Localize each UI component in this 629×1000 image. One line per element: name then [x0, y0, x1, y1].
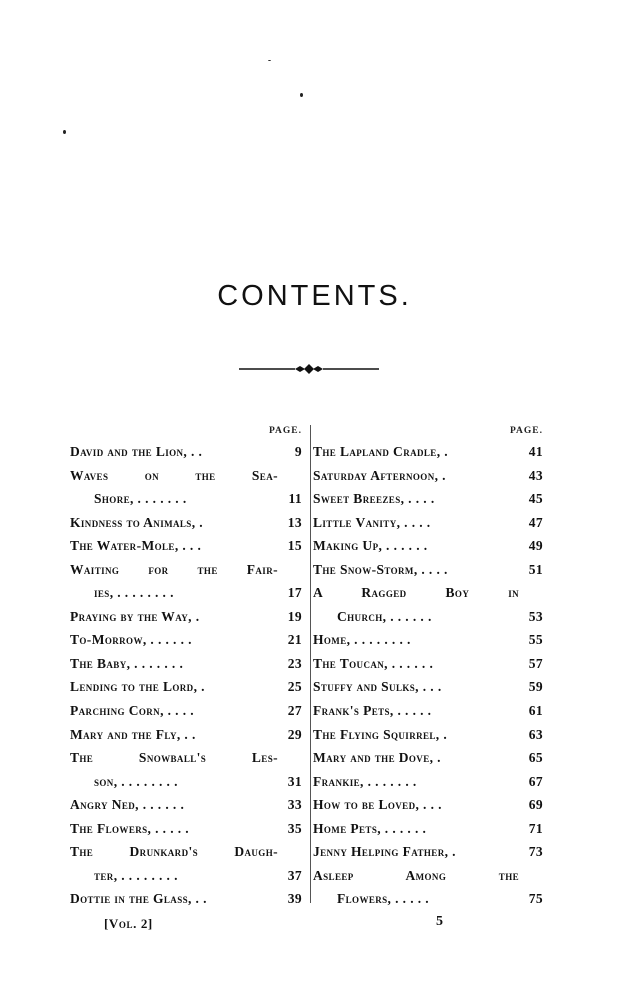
contents-entry [70, 440, 302, 464]
contents-entry [70, 464, 302, 488]
entry-page-number: 35 [287, 820, 302, 836]
entry-page-number: 23 [287, 655, 302, 671]
entry-page-number: 63 [528, 726, 543, 742]
contents-entry [70, 864, 302, 888]
entry-title: David and the Lion, . . [70, 444, 203, 459]
entry-page-number: 33 [287, 797, 302, 813]
contents-entry [70, 581, 302, 605]
contents-entry [313, 770, 543, 794]
entry-title: Asleep Among the [313, 867, 519, 883]
contents-entry [313, 511, 543, 535]
entry-title: ter, . . . . . . . . [94, 867, 178, 883]
contents-entry [313, 558, 543, 582]
ink-speck [63, 130, 66, 134]
entry-page-number [519, 864, 543, 888]
entry-title: Sweet Breezes, . . . . [313, 491, 435, 507]
contents-entry [313, 605, 543, 629]
entry-page-number: 13 [287, 514, 302, 530]
entry-title: Parching Corn, . . . . [70, 703, 195, 719]
entry-title: Frankie, . . . . . . . [313, 773, 417, 789]
entry-page-number [519, 581, 543, 605]
contents-entry [70, 746, 302, 770]
entry-page-number: 29 [287, 726, 302, 742]
column-divider [310, 425, 311, 903]
entry-title: The Toucan, . . . . . . [313, 655, 434, 671]
contents-entry [70, 534, 302, 558]
entry-title: The Water-Mole, . . . [70, 538, 202, 554]
entry-page-number: 9 [294, 444, 302, 459]
contents-entry [70, 793, 302, 817]
entry-title: Waiting for the Fair- [70, 561, 278, 577]
entry-page-number: 11 [288, 491, 302, 507]
contents-entry [313, 628, 543, 652]
entry-title: Making Up, . . . . . . [313, 538, 428, 554]
entry-page-number: 19 [287, 608, 302, 624]
entry-title: Kindness to Animals, . [70, 514, 204, 530]
entry-title: Shore, . . . . . . . [94, 491, 187, 507]
contents-entry [313, 675, 543, 699]
entry-page-number: 71 [528, 820, 543, 836]
entry-page-number: 45 [528, 491, 543, 507]
entry-page-number: 15 [287, 538, 302, 554]
entry-page-number: 43 [528, 467, 543, 483]
entry-title: Mary and the Dove, . [313, 750, 441, 766]
entry-title: Saturday Afternoon, . [313, 467, 446, 483]
entry-title: Frank's Pets, . . . . . [313, 703, 432, 719]
entry-page-number [278, 746, 302, 770]
entry-title: Jenny Helping Father, . [313, 844, 456, 860]
entry-title: The Flying Squirrel, . [313, 726, 448, 742]
contents-entry [70, 511, 302, 535]
entry-title: Dottie in the Glass, . . [70, 891, 207, 907]
entry-title: The Baby, . . . . . . . [70, 655, 184, 671]
contents-entry [313, 534, 543, 558]
contents-entry [313, 817, 543, 841]
volume-signature: [Vol. 2] [104, 916, 153, 931]
contents-entry [313, 723, 543, 747]
entry-title: Lending to the Lord, . [70, 679, 205, 695]
contents-entry [313, 652, 543, 676]
entry-page-number: 61 [528, 703, 543, 719]
contents-column-right [313, 426, 543, 911]
contents-entry [313, 887, 543, 911]
contents-entry [70, 628, 302, 652]
entry-page-number: 51 [528, 561, 543, 577]
entry-page-number: 27 [287, 703, 302, 719]
entry-page-number: 31 [287, 773, 302, 789]
contents-entry [313, 464, 543, 488]
entry-title: Stuffy and Sulks, . . . [313, 679, 442, 695]
entry-page-number: 65 [528, 750, 543, 766]
entry-page-number: 49 [528, 538, 543, 554]
entry-page-number: 69 [528, 797, 543, 813]
entry-title: Church, . . . . . . [337, 608, 432, 624]
entry-title: Home Pets, . . . . . . [313, 820, 427, 836]
entry-page-number: 39 [287, 891, 302, 907]
contents-entry [70, 675, 302, 699]
entry-title: Home, . . . . . . . . [313, 632, 411, 648]
entry-page-number: 53 [528, 608, 543, 624]
entry-page-number: 41 [528, 444, 543, 459]
contents-entry [313, 581, 543, 605]
entry-title: The Drunkard's Daugh- [70, 844, 278, 860]
entry-page-number: 59 [528, 679, 543, 695]
entry-title: Little Vanity, . . . . [313, 514, 431, 530]
entry-page-number: 47 [528, 514, 543, 530]
contents-entry [70, 652, 302, 676]
entry-page-number: 21 [287, 632, 302, 648]
entry-title: The Flowers, . . . . . [70, 820, 190, 836]
ink-speck [300, 93, 303, 97]
page-title: CONTENTS. [217, 280, 412, 312]
entry-title: ies, . . . . . . . . [94, 585, 174, 601]
entry-page-number: 17 [287, 585, 302, 601]
contents-entry [70, 887, 302, 911]
contents-entry [70, 558, 302, 582]
entry-title: Waves on the Sea- [70, 467, 278, 483]
contents-entry [70, 817, 302, 841]
contents-entry [313, 840, 543, 864]
contents-entry [313, 440, 543, 464]
entry-title: The Lapland Cradle, . [313, 444, 449, 459]
entry-page-number: 55 [528, 632, 543, 648]
contents-entry [313, 699, 543, 723]
contents-entry [70, 723, 302, 747]
entry-page-number: 57 [528, 655, 543, 671]
contents-entry [70, 487, 302, 511]
page-column-header: PAGE. [509, 426, 543, 436]
entry-page-number: 75 [528, 891, 543, 907]
entry-title: Flowers, . . . . . [337, 891, 430, 907]
entry-title: A Ragged Boy in [313, 585, 519, 601]
page-number: 5 [436, 914, 443, 929]
entry-title: The Snow-Storm, . . . . [313, 561, 448, 577]
entry-page-number: 37 [287, 867, 302, 883]
entry-title: How to be Loved, . . . [313, 797, 442, 813]
entry-title: To-Morrow, . . . . . . [70, 632, 192, 648]
contents-entry [313, 793, 543, 817]
entry-title: son, . . . . . . . . [94, 773, 178, 789]
contents-entry [70, 840, 302, 864]
page-column-header: PAGE. [268, 426, 302, 436]
ornament-divider [239, 362, 379, 376]
contents-entry [313, 864, 543, 888]
contents-entry [70, 605, 302, 629]
entry-title: The Snowball's Les- [70, 750, 278, 766]
entry-page-number [278, 464, 302, 488]
entry-page-number [278, 840, 302, 864]
contents-column-left [70, 426, 302, 911]
contents-entry [313, 487, 543, 511]
entry-title: Mary and the Fly, . . [70, 726, 196, 742]
entry-page-number [278, 558, 302, 582]
ink-speck [268, 60, 271, 61]
entry-page-number: 73 [528, 844, 543, 860]
contents-entry [313, 746, 543, 770]
contents-entry [70, 770, 302, 794]
contents-entry [70, 699, 302, 723]
entry-page-number: 67 [528, 773, 543, 789]
entry-title: Angry Ned, . . . . . . [70, 797, 185, 813]
entry-title: Praying by the Way, . [70, 608, 200, 624]
entry-page-number: 25 [287, 679, 302, 695]
